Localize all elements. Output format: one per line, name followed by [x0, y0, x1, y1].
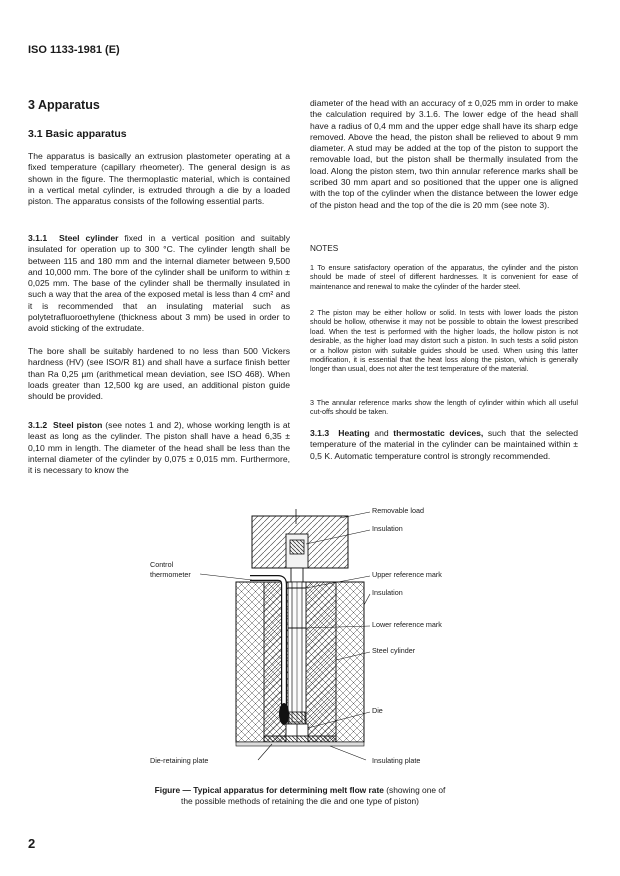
section-title: 3 Apparatus: [28, 98, 100, 112]
clause-title: Steel piston: [53, 420, 103, 430]
note-2: 2 The piston may be either hollow or solid. In tests with lower loads the piston should be hollow, otherwise it may not be possible to obtain the lowest prescribed load. When the test is performed with the higher loads, the hollow piston is not desirable, as the higher load may distort such a piston. In such tests a solid piston or a hollow piston with suitable guides should be used. When using this latter modification, it is essential that the heat loss along the piston, which is generally longer than usual, does not alter the test temperature of the material.: [310, 308, 578, 374]
notes-heading: NOTES: [310, 244, 339, 253]
label-control-thermometer-2: thermometer: [150, 570, 191, 579]
piston-continued-paragraph: diameter of the head with an accuracy of ± 0,025 mm in order to make the calculation required by 3.1.6. The lower edge of the head shall have a radius of 0,4 mm and the upper edge shall have its sharp edge removed. Above the head, the piston shall be relieved to about 9 mm diameter. A stud may be added at the top of the piston to support the removable load, but the piston shall be thermally insulated from the load. Along the piston stem, two thin annular reference marks shall be scribed 30 mm apart and so positioned that the upper one is aligned with the top of the cylinder when the distance between the lower edge of the piston head and the top of the die is 20 mm (see note 3).: [310, 98, 578, 210]
insulating-plate: [236, 742, 364, 746]
label-lower-reference-mark: Lower reference mark: [372, 620, 442, 629]
piston-stem-top: [291, 568, 303, 582]
figure-caption: [150, 785, 450, 806]
clause-body: such that the selected temperature of the material in the cylinder can be maintained within ± 0,5 K. Automatic temperature control is strongly recommended.: [310, 428, 578, 461]
page-number: 2: [28, 836, 36, 851]
label-upper-reference-mark: Upper reference mark: [372, 570, 442, 579]
intro-paragraph: The apparatus is basically an extrusion plastometer operating at a fixed temperature (capillary rheometer). The general design is as shown in the figure. The thermoplastic material, which is contained in a vertical metal cylinder, is extruded through a die by a loaded piston. The apparatus consists of the following essential parts.: [28, 151, 290, 207]
label-control-thermometer-1: Control: [150, 560, 174, 569]
label-insulating-plate: Insulating plate: [372, 756, 421, 765]
label-removable-load: Removable load: [372, 506, 424, 515]
bore-paragraph: The bore shall be suitably hardened to no less than 500 Vickers hardness (HV) (see ISO/R 81) and shall have a surface finish better than Ra 0,25 µm (arithmetical mean deviation, see ISO 468). When loads greater than 12,500 kg are used, an additional piston guide should be provided.: [28, 346, 290, 402]
caption-title: Figure — Typical apparatus for determining melt flow rate: [154, 785, 384, 795]
label-steel-cylinder: Steel cylinder: [372, 646, 416, 655]
label-insulation-mid: Insulation: [372, 588, 403, 597]
label-die: Die: [372, 706, 383, 715]
clause-number: 3.1.3: [310, 428, 330, 438]
clause-body: (see notes 1 and 2), whose working length is at least as long as the cylinder. The piston shall have a head 6,35 ± 0,10 mm in length. The diameter of the head shall be less than the internal diameter of the cylinder by 0,075 ± 0,015 mm. Furthermore, it is necessary to know the: [28, 420, 290, 476]
piston-head: [289, 712, 305, 724]
note-1: 1 To ensure satisfactory operation of the apparatus, the cylinder and the piston should be made of steel of different hardnesses. It is convenient for ease of maintenance and renewal to make the cylinder of the harder steel.: [310, 263, 578, 291]
label-insulation-top: Insulation: [372, 524, 403, 533]
clause-body: fixed in a vertical position and suitably insulated for operation up to 300 °C. The cylinder length shall be between 115 and 180 mm and the internal diameter between 9,500 and 10,000 mm. The bore of the cylinder shall be uniform to within ± 0,025 mm. The base of the cylinder shall be thermally insulated in such a way that the area of the exposed metal is less than 4 cm² and it is recommended that an insulating material such as polytetrafluoroethylene (thickness about 3 mm) be used in order to avoid sticking of the extrudate.: [28, 233, 291, 334]
note-3: 3 The annular reference marks show the length of cylinder within which all useful cut-offs should be taken.: [310, 398, 578, 417]
clause-title: Steel cylinder: [59, 233, 119, 243]
clause-title: Heating: [338, 428, 370, 438]
document-header: ISO 1133-1981 (E): [28, 44, 120, 56]
clause-number: 3.1.1: [28, 233, 48, 243]
thermometer-bulb: [279, 703, 289, 725]
piston-stud: [290, 540, 304, 554]
clause-title-2: thermostatic devices,: [393, 428, 484, 438]
subsection-title: 3.1 Basic apparatus: [28, 128, 127, 140]
caption-detail: (showing one of the possible methods of retaining the die and one type of piston): [181, 785, 446, 806]
clause-connector: and: [369, 428, 394, 438]
clause-number: 3.1.2: [28, 420, 48, 430]
label-die-retaining-plate: Die-retaining plate: [150, 756, 209, 765]
